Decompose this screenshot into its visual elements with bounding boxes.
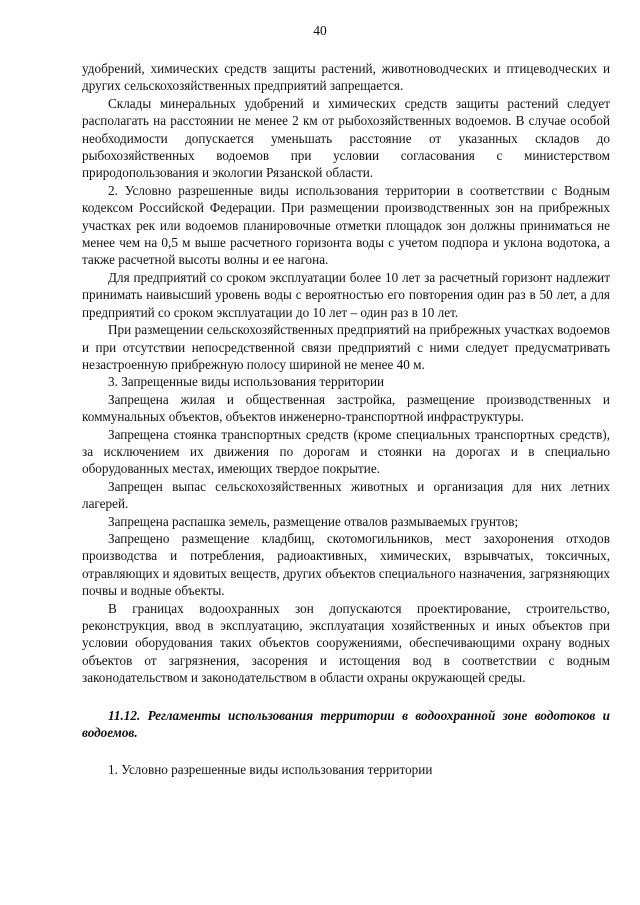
paragraph-1: удобрений, химических средств защиты растений, животноводческих и птицеводческих и других сельскохозяйственных предприятий запрещается. xyxy=(82,61,610,94)
paragraph-7: Запрещена жилая и общественная застройка, размещение производственных и коммунальных объектов, объектов инженерно-транспортной инфраструктуры. xyxy=(82,391,610,425)
paragraph-2: Склады минеральных удобрений и химических средств защиты растений следует располагать на расстоянии не менее 2 км от рыбохозяйственных водоемов. В случае особой необходимости допускается уменьшать расстояние от указанных складов до рыбохозяйственных водоемов при условии согласования с министерством природопользования и экологии Рязанской области. xyxy=(82,95,610,181)
paragraph-11: Запрещено размещение кладбищ, скотомогильников, мест захоронения отходов производства и потребления, радиоактивных, химических, взрывчатых, токсичных, отравляющих и ядовитых веществ, других объектов специального назначения, загрязняющих почвы и водные объекты. xyxy=(82,530,610,599)
paragraph-8: Запрещена стоянка транспортных средств (кроме специальных транспортных средств), за исключением их движения по дорогам и стоянки на дорогах и в специально оборудованных местах, имеющих твердое покрытие. xyxy=(82,426,610,477)
spacer xyxy=(82,687,610,707)
section-heading: 11.12. Регламенты использования территории в водоохранной зоне водотоков и водоемов. xyxy=(82,707,610,741)
paragraph-5: При размещении сельскохозяйственных предприятий на прибрежных участках водоемов и при отсутствии непосредственной связи предприятий с ними следует предусматривать незастроенную прибрежную полосу шириной не менее 40 м. xyxy=(82,322,610,372)
spacer xyxy=(82,741,610,761)
paragraph-6: 3. Запрещенные виды использования территории xyxy=(108,374,385,390)
paragraph-12: В границах водоохранных зон допускаются проектирование, строительство, реконструкция, ввод в эксплуатацию, эксплуатация хозяйственных и иных объектов при условии оборудования таких объектов сооружениями, обеспечивающими охрану водных объектов от загрязнения, засорения и истощения вод в соответствии с водным законодательством и законодательством в области охраны окружающей среды. xyxy=(82,600,610,686)
page-number: 40 xyxy=(313,23,327,38)
paragraph-10: Запрещена распашка земель, размещение отвалов размываемых грунтов; xyxy=(108,513,519,529)
paragraph-4: Для предприятий со сроком эксплуатации более 10 лет за расчетный горизонт надлежит принимать наивысший уровень воды с вероятностью его повторения один раз в 50 лет, а для предприятий со сроком эксплуатации до 10 лет – один раз в 10 лет. xyxy=(82,269,610,320)
subsection-title: 1. Условно разрешенные виды использования территории xyxy=(108,762,433,778)
paragraph-3: 2. Условно разрешенные виды использования территории в соответствии с Водным кодексом Российской Федерации. При размещении производственных зон на прибрежных участках рек или водоемов планировочные отметки площадок зон должны приниматься не менее чем на 0,5 м выше расчетного горизонта воды с учетом подпора и уклона водотока, а также расчетной высоты волны и ее нагона. xyxy=(82,182,610,268)
paragraph-9: Запрещен выпас сельскохозяйственных животных и организация для них летних лагерей. xyxy=(82,478,610,512)
document-body xyxy=(82,60,610,779)
